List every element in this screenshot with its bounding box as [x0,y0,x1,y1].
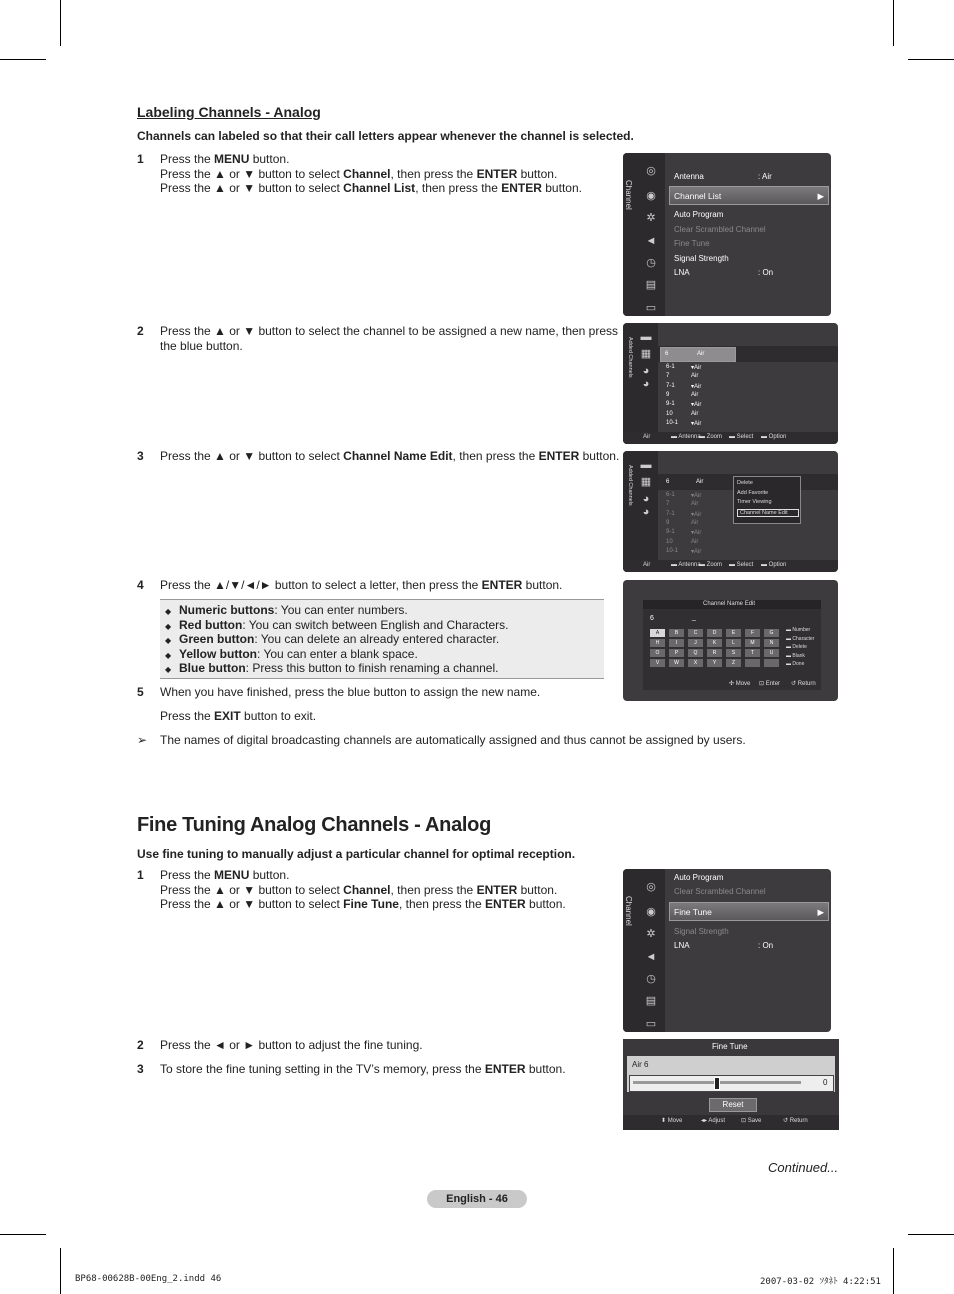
input-icon: ◷ [646,257,656,269]
step-segment: Channel Name Edit [343,449,453,463]
channel-row-air: ▾Air [691,530,702,537]
menu-lna-value: : On [758,268,774,277]
fine-menu-screen [623,869,831,1032]
option-desc: : You can switch between English and Characters. [242,617,509,632]
step-number: 4 [137,578,144,592]
letter-key[interactable]: Q [688,649,703,657]
menu-lna[interactable]: LNA [674,941,690,950]
step-segment: , then press the [390,882,477,897]
step-segment: button. [517,882,558,897]
step-segment: Press the ▲ or ▼ button to select [160,449,344,463]
step-segment: ENTER [538,449,580,463]
picture-icon: ◎ [646,165,656,177]
legend-label: Character [792,635,815,642]
step-segment: button. [541,181,582,196]
footer-antenna: ▬ Antenna [671,434,701,440]
color-button-icon: ▬ [786,652,793,659]
step-segment: ENTER [484,1062,526,1076]
channel-row-number[interactable]: 10 [666,538,673,545]
footer-move: ⬍ Move [661,1118,683,1124]
list-icon: ▬ [640,459,652,471]
list-icon: ▦ [640,348,652,360]
letter-key[interactable]: X [688,659,703,667]
note-arrow-icon: ➢ [137,733,148,747]
step-segment: To store the fine tuning setting in the TV’s memory, press the [160,1062,485,1076]
footer-air: Air [643,434,651,440]
footer-zoom: ▬ Zoom [699,434,723,440]
letter-key[interactable]: A [650,629,665,637]
option-popup-item[interactable]: Add Favorite [737,489,769,496]
step-segment: , then press the [390,166,477,181]
letter-key[interactable]: F [745,629,760,637]
step-line [160,709,540,724]
letter-key[interactable]: J [688,639,703,647]
channel-row-air: Air [691,501,699,508]
support-icon: ▭ [645,302,657,314]
channel-row-number[interactable]: 6-1 [666,364,675,370]
note-text: The names of digital broadcasting channels are automatically assigned and thus cannot be assigned by users. [160,733,746,747]
step-number: 1 [137,868,144,882]
step-line [160,1038,423,1053]
channel-row-number[interactable]: 9-1 [666,401,675,408]
step-segment: button. [517,166,558,181]
fine-tune-value: 0 [823,1078,828,1087]
legend-label: Number [792,627,811,633]
bullet-icon: ◆ [165,636,172,646]
legend-label: Delete [792,644,807,650]
step-segment: Press the ▲ or ▼ button to select [160,897,344,912]
channel-option-screen [623,451,838,572]
app-icon: ▤ [645,279,657,291]
header-ch: 6 [666,479,670,485]
step-line [160,181,582,196]
step-line [160,897,566,912]
channel-row-number[interactable]: 7 [666,501,670,508]
list-icon: ◕ [642,365,650,377]
step-number: 3 [137,449,144,463]
option-popup-item[interactable]: Delete [737,480,753,486]
step-text [160,685,540,723]
letter-key[interactable]: D [707,629,722,637]
legend-item [786,627,810,633]
option-desc: : You can enter numbers. [274,603,408,617]
channel-row-number[interactable]: 6-1 [666,492,675,498]
letter-key[interactable]: H [650,639,665,647]
list-icon: ▦ [640,476,652,488]
list-icon: ◕ [642,378,650,390]
option-item [165,603,408,617]
channel-row-number[interactable]: 7-1 [666,382,675,389]
option-name: Green button [179,632,255,647]
channel-row-air: ▾Air [691,493,702,499]
legend-item [786,653,805,659]
menu-antenna-value: : Air [758,172,772,181]
legend-item [786,661,804,667]
step-segment: ENTER [476,166,518,181]
step-line [160,152,582,167]
step-line [160,324,618,339]
option-desc: : You can enter a blank space. [257,646,418,661]
channel-row-air: ▾Air [691,383,702,390]
menu-lna[interactable]: LNA [674,268,690,277]
footer-select: ▬ Select [729,562,754,568]
channel-row-number[interactable]: 7-1 [666,510,675,517]
channel-icon: ✲ [646,928,656,940]
letter-key[interactable]: S [726,649,741,657]
channel-row-air: ▾Air [691,511,702,518]
input-icon: ◷ [646,973,656,985]
step-number: 3 [137,1062,144,1076]
footer-enter: ⊡ Enter [759,681,781,687]
step-segment: Press the ▲ or ▼ button to select [160,166,344,181]
footer-move: ✣ Move [729,681,751,687]
list-icon: ◕ [642,493,650,505]
bullet-icon: ◆ [165,621,172,631]
step-segment: the blue button. [160,338,243,353]
color-button-icon: ▬ [786,644,793,650]
step-segment: button. [249,868,290,882]
option-name: Blue button [179,661,246,676]
step-segment: Channel [343,882,391,897]
side-label: Channel [624,180,633,210]
option-popup-item[interactable]: Channel Name Edit [737,509,799,517]
dialog-title: Fine Tune [712,1042,748,1051]
channel-row-number[interactable]: 7 [666,373,670,380]
channel-row-air: Air [691,519,699,526]
channel-row-air: Air [691,391,699,398]
step-segment: Channel List [343,181,416,196]
reset-button[interactable]: Reset [709,1098,757,1112]
step-segment: MENU [214,868,250,882]
letter-key[interactable]: N [764,639,779,647]
menu-auto-program[interactable]: Auto Program [674,873,724,882]
setup-icon: ◄ [645,235,657,247]
channel-row-number[interactable]: 10-1 [666,419,679,426]
options-box [160,599,604,679]
continued-label: Continued... [768,1160,839,1175]
step-segment: When you have finished, press the blue button to assign the new name. [160,685,541,699]
footer-save: ⊡ Save [741,1118,762,1124]
fine-tune-screen [623,1039,839,1130]
letter-key[interactable]: B [669,629,684,637]
step-line [160,685,540,700]
menu-fine-tune: Fine Tune [674,239,710,248]
footer-select: ▬ Select [729,434,754,440]
picture-icon: ◎ [646,881,656,893]
letter-key[interactable]: C [688,629,703,637]
channel-list-screen: Added Channels ▬ ▦ ◕ ◕ 6 Air 6-1 ▾Air 7 Air 7-1 ▾Air 9 Air 9-1 ▾Air 10 Air 10-1 ▾Air Air ▬ Antenna ▬ Zoom ▬ Select ▬ Option [623,323,838,444]
option-desc: : Press this button to finish renaming a channel. [245,661,499,676]
step-number: 2 [137,1038,144,1052]
footer-zoom: ▬ Zoom [699,562,723,568]
channel-row-air: Air [691,410,699,417]
legend-label: Done [792,661,805,667]
color-button-icon: ▬ [786,627,793,633]
sound-icon: ◉ [646,190,656,202]
step-segment: ENTER [481,578,523,592]
option-popup [733,476,801,524]
footer-option: ▬ Option [761,562,787,568]
list-icon: ▬ [640,331,652,343]
footer-return: ↺ Return [791,681,816,687]
channel-row-number[interactable]: 9 [666,391,670,398]
letter-key[interactable]: T [745,649,760,657]
channel-row-air: Air [691,373,699,380]
step-line [160,339,618,354]
step-text [160,152,582,196]
step-text [160,1038,423,1053]
footer-date: 2007-03-02 ｿﾀﾈﾄ 4:22:51 [760,1277,881,1287]
step-line [160,868,566,883]
channel-row-air: ▾Air [691,420,702,427]
bullet-icon: ◆ [165,607,172,616]
letter-key[interactable]: Y [707,659,722,667]
step-line [160,167,582,182]
letter-key[interactable]: R [707,649,722,657]
side-label: Channel [624,896,633,926]
step-segment: ENTER [501,181,542,196]
step-segment: Press the ▲ or ▼ button to select [160,181,344,196]
legend-item [786,644,807,650]
step-segment: Fine Tune [343,897,399,912]
step-text [160,324,618,353]
legend-label: Blank [792,652,805,659]
section-subtitle: Labeling Channels - Analog [137,104,321,120]
menu-clear-scrambled: Clear Scrambled Channel [674,887,766,896]
letter-key[interactable]: Z [726,659,741,667]
option-item [165,618,509,632]
letter-key[interactable]: K [707,639,722,647]
step-segment: , then press the [398,897,486,912]
menu-signal-strength: Signal Strength [674,927,729,936]
footer-adjust: ◂▸ Adjust [701,1118,726,1124]
step-number: 1 [137,152,144,166]
step-segment: button. [522,578,563,592]
option-item [165,632,499,646]
step-segment: ENTER [485,897,526,912]
menu-selected[interactable]: Fine Tune ▶ [669,902,829,921]
channel-row-air: ▾Air [691,365,702,371]
step-segment: Press the [160,708,215,723]
step-segment: Press the [160,152,215,166]
letter-key[interactable]: U [764,649,779,657]
step-segment: ENTER [476,882,518,897]
step-segment: Press the ▲/▼/◄/► button to select a letter, then press the [160,578,482,592]
step-segment: Press the ▲ or ▼ button to select the channel to be assigned a new name, then press [160,324,619,338]
footer-antenna: ▬ Antenna [671,562,701,568]
letter-key[interactable]: G [764,629,779,637]
step-text [160,449,619,464]
channel-row-number[interactable]: 10-1 [666,547,679,554]
menu-clear-scrambled: Clear Scrambled Channel [674,225,766,234]
step-segment: button. [525,897,566,912]
channel-row-number[interactable]: 9-1 [666,529,675,536]
step-text [160,578,562,593]
footer-option: ▬ Option [761,434,787,440]
channel-row-number[interactable]: 10 [666,410,673,417]
footer-return: ↺ Return [783,1118,808,1124]
step-line [160,449,619,464]
dialog-title: Channel Name Edit [703,601,756,607]
name-edit-screen [623,580,838,701]
letter-key[interactable]: V [650,659,665,667]
letter-key[interactable]: E [726,629,741,637]
bullet-icon: ◆ [165,650,172,660]
menu-antenna: Antenna [674,172,704,181]
fine-tune-channel: Air 6 [632,1060,649,1069]
letter-key[interactable]: I [669,639,684,647]
option-item [165,647,418,661]
page-label: English - 46 [427,1190,527,1208]
menu-lna-value: : On [758,941,774,950]
step-number: 2 [137,324,144,338]
legend-item [786,636,814,642]
letter-key[interactable]: W [669,659,684,667]
section-title: Fine Tuning Analog Channels - Analog [137,814,491,836]
fine-tune-slider-thumb[interactable] [714,1077,720,1090]
letter-key[interactable] [745,659,760,667]
channel-icon: ✲ [646,212,656,224]
option-popup-item[interactable]: Timer Viewing [737,499,772,505]
section-intro: Channels can labeled so that their call letters appear whenever the channel is selected. [137,129,634,143]
step-segment: , then press the [452,449,539,463]
step-segment: button to exit. [240,708,317,723]
header-air: Air [696,479,704,485]
step-text [160,868,566,912]
step-segment: , then press the [415,181,502,196]
color-button-icon: ▬ [786,635,793,642]
option-item [165,661,498,675]
option-desc: : You can delete an already entered character. [254,632,500,647]
app-icon: ▤ [645,995,657,1007]
list-icon: ◕ [642,506,650,518]
note [137,733,746,747]
letter-key[interactable] [764,659,779,667]
section2-intro: Use fine tuning to manually adjust a particular channel for optimal reception. [137,847,576,861]
channel-row-air: ▾Air [691,402,702,409]
channel-menu-screen [623,153,831,316]
step-line [160,883,566,898]
option-name: Numeric buttons [179,603,275,617]
channel-row-air: ▾Air [691,548,702,555]
side-label: Added Channels [627,337,633,378]
step-line [160,700,540,709]
bullet-icon: ◆ [165,665,172,675]
step-text [160,1062,566,1077]
step-segment: Press the ▲ or ▼ button to select [160,882,344,897]
step-segment: Channel [343,166,391,181]
footer-air: Air [643,562,651,568]
option-name: Red button [179,617,243,632]
letter-key[interactable]: P [669,649,684,657]
step-line [160,1062,566,1077]
support-icon: ▭ [645,1018,657,1030]
step-segment: button. [525,1062,566,1076]
name-field-cursor[interactable]: _ [692,614,696,621]
step-segment: EXIT [214,708,241,723]
step-segment: Press the [160,868,215,882]
sound-icon: ◉ [646,906,656,918]
name-field-ch: 6 [650,615,654,622]
step-segment: button. [249,152,290,166]
letter-key[interactable]: O [650,649,665,657]
footer-file: BP68-00628B-00Eng_2.indd 46 [75,1274,222,1284]
setup-icon: ◄ [645,951,657,963]
menu-auto-program[interactable]: Auto Program [674,210,724,219]
step-segment: Press the ◄ or ► button to adjust the fine tuning. [160,1038,423,1052]
step-number: 5 [137,685,144,699]
channel-row-number[interactable]: 9 [666,519,670,526]
letter-key[interactable]: M [745,639,760,647]
letter-key[interactable]: L [726,639,741,647]
menu-selected[interactable]: Channel List ▶ [669,186,829,205]
side-label: Added Channels [627,465,633,506]
channel-row-air: Air [691,538,699,545]
step-segment: MENU [214,152,250,166]
step-segment: button. [579,449,620,463]
color-button-icon: ▬ [786,661,793,667]
menu-signal-strength[interactable]: Signal Strength [674,254,729,263]
option-name: Yellow button [179,646,257,661]
step-line [160,578,562,593]
